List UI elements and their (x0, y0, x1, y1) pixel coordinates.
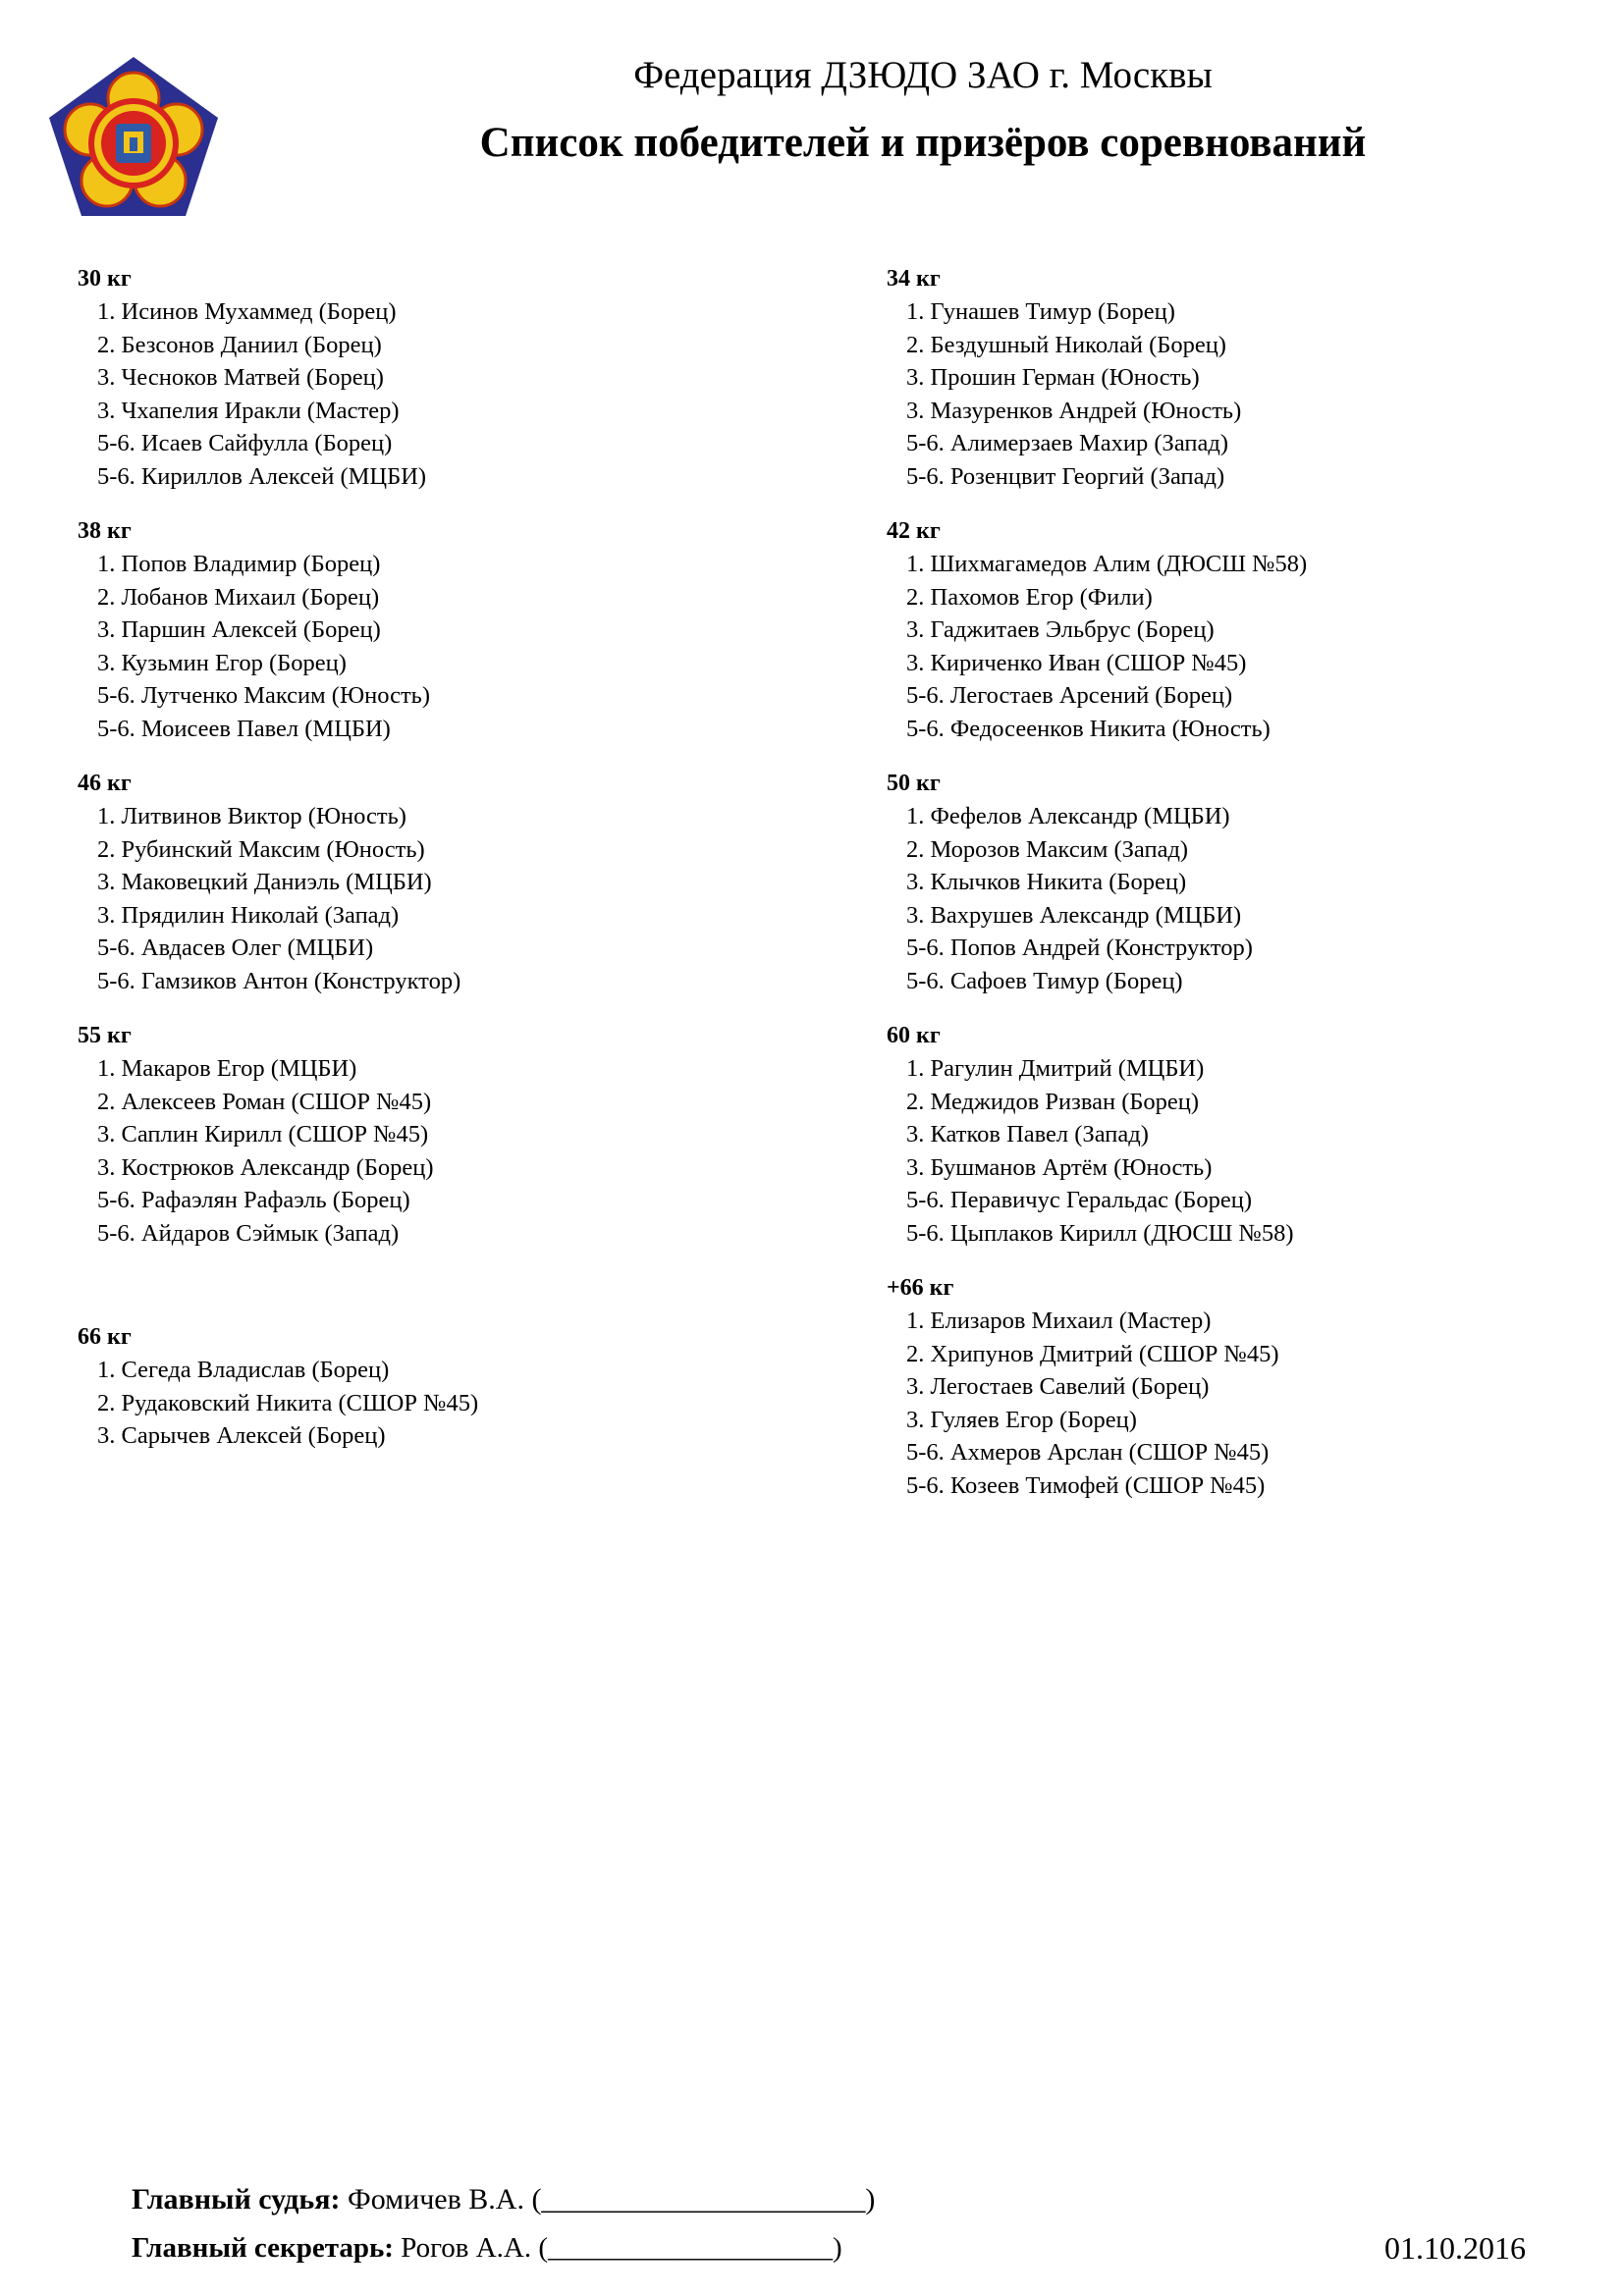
weight-category (887, 263, 1613, 493)
result-entry: 2. Рубинский Максим (Юность) (97, 835, 425, 863)
result-entry: 2. Бездушный Николай (Борец) (906, 331, 1226, 358)
result-entry: 5-6. Кириллов Алексей (МЦБИ) (97, 462, 427, 490)
result-entry: 3. Гаджитаев Эльбрус (Борец) (906, 616, 1215, 643)
result-entry: 5-6. Попов Андрей (Конструктор) (906, 934, 1253, 961)
chief-judge-line (132, 2183, 875, 2216)
result-entry: 1. Макаров Егор (МЦБИ) (97, 1055, 357, 1082)
result-entry: 3. Бушманов Артём (Юность) (906, 1153, 1213, 1181)
document-title: Список победителей и призёров соревнований (479, 120, 1367, 166)
weight-category-title: 66 кг (78, 1324, 132, 1350)
weight-category (887, 1272, 1613, 1502)
weight-category-title: 50 кг (887, 771, 941, 796)
weight-category-title: 30 кг (78, 266, 132, 292)
weight-category (887, 515, 1613, 745)
weight-category (78, 263, 804, 493)
result-entry: 2. Алексеев Роман (СШОР №45) (97, 1088, 432, 1115)
result-entry: 2. Рудаковский Никита (СШОР №45) (97, 1389, 479, 1416)
result-entry: 5-6. Гамзиков Антон (Конструктор) (97, 967, 461, 994)
result-entry: 5-6. Лутченко Максим (Юность) (97, 682, 431, 709)
weight-category (78, 515, 804, 745)
result-entry: 2. Пахомов Егор (Фили) (906, 583, 1153, 611)
result-entry: 5-6. Исаев Сайфулла (Борец) (97, 430, 393, 456)
result-entry: 1. Литвинов Виктор (Юность) (97, 803, 406, 829)
result-entry: 5-6. Федосеенков Никита (Юность) (906, 715, 1271, 742)
result-entry: 3. Мазуренков Андрей (Юность) (906, 397, 1242, 424)
weight-category-title: 42 кг (887, 518, 941, 544)
judo-federation-emblem-icon (45, 53, 222, 220)
result-entry: 3. Кузьмин Егор (Борец) (97, 649, 347, 676)
weight-category-title: 60 кг (887, 1023, 941, 1048)
result-entry: 1. Елизаров Михаил (Мастер) (906, 1308, 1212, 1334)
weight-category-title: 34 кг (887, 266, 941, 292)
result-entry: 3. Маковецкий Даниэль (МЦБИ) (97, 869, 432, 895)
result-entry: 3. Паршин Алексей (Борец) (97, 616, 381, 643)
result-entry: 1. Попов Владимир (Борец) (97, 551, 381, 577)
result-entry: 5-6. Моисеев Павел (МЦБИ) (97, 715, 391, 742)
weight-category (887, 1020, 1613, 1250)
result-entry: 5-6. Легостаев Арсений (Борец) (906, 682, 1233, 709)
result-entry: 5-6. Ахмеров Арслан (СШОР №45) (906, 1439, 1270, 1466)
result-entry: 1. Рагулин Дмитрий (МЦБИ) (906, 1055, 1205, 1082)
weight-category (887, 768, 1613, 997)
result-entry: 2. Безсонов Даниил (Борец) (97, 331, 382, 358)
chief-judge-label: Главный судья: (132, 2183, 341, 2216)
result-entry: 3. Катков Павел (Запад) (906, 1121, 1149, 1148)
result-entry: 3. Прядилин Николай (Запад) (97, 901, 400, 929)
result-entry: 1. Сегеда Владислав (Борец) (97, 1357, 390, 1383)
weight-category-title: 55 кг (78, 1023, 132, 1048)
result-entry: 3. Прошин Герман (Юность) (906, 364, 1200, 391)
result-entry: 1. Шихмагамедов Алим (ДЮСШ №58) (906, 551, 1308, 577)
result-entry: 5-6. Розенцвит Георгий (Запад) (906, 462, 1225, 490)
result-entry: 5-6. Рафаэлян Рафаэль (Борец) (97, 1187, 410, 1213)
result-entry: 3. Клычков Никита (Борец) (906, 869, 1187, 895)
result-entry: 2. Морозов Максим (Запад) (906, 835, 1189, 863)
results-column-right (887, 263, 1613, 1524)
result-entry: 3. Кострюков Александр (Борец) (97, 1153, 434, 1181)
result-entry: 5-6. Перавичус Геральдас (Борец) (906, 1187, 1252, 1213)
result-entry: 5-6. Цыплаков Кирилл (ДЮСШ №58) (906, 1219, 1294, 1247)
result-entry: 2. Лобанов Михаил (Борец) (97, 583, 380, 611)
result-entry: 2. Меджидов Ризван (Борец) (906, 1088, 1200, 1115)
result-entry: 1. Фефелов Александр (МЦБИ) (906, 803, 1230, 829)
result-entry: 1. Гунашев Тимур (Борец) (906, 298, 1175, 325)
chief-judge-value: Фомичев В.А. (______________________) (348, 2183, 876, 2216)
weight-category (78, 1020, 804, 1250)
chief-secretary-value: Рогов А.А. (____________________) (401, 2232, 842, 2264)
result-entry: 3. Вахрушев Александр (МЦБИ) (906, 901, 1242, 929)
document-date: 01.10.2016 (1384, 2230, 1526, 2266)
weight-category (78, 768, 804, 997)
result-entry: 3. Легостаев Савелий (Борец) (906, 1373, 1210, 1400)
result-entry: 5-6. Сафоев Тимур (Борец) (906, 967, 1183, 994)
chief-secretary-label: Главный секретарь: (132, 2232, 394, 2264)
result-entry: 1. Исинов Мухаммед (Борец) (97, 298, 397, 325)
result-entry: 3. Чесноков Матвей (Борец) (97, 364, 384, 391)
result-entry: 5-6. Авдасев Олег (МЦБИ) (97, 934, 374, 961)
result-entry: 5-6. Козеев Тимофей (СШОР №45) (906, 1471, 1266, 1499)
result-entry: 3. Кириченко Иван (СШОР №45) (906, 649, 1247, 676)
result-entry: 3. Сарычев Алексей (Борец) (97, 1422, 386, 1449)
weight-category-title: +66 кг (887, 1275, 954, 1301)
weight-category-title: 38 кг (78, 518, 132, 544)
weight-category (78, 1321, 804, 1453)
weight-category-title: 46 кг (78, 771, 132, 796)
results-column-left (78, 263, 804, 1475)
result-entry: 3. Гуляев Егор (Борец) (906, 1406, 1137, 1433)
spacer (78, 1272, 804, 1321)
result-entry: 3. Саплин Кирилл (СШОР №45) (97, 1121, 429, 1148)
result-entry: 5-6. Айдаров Сэймык (Запад) (97, 1219, 400, 1247)
result-entry: 5-6. Алимерзаев Махир (Запад) (906, 430, 1228, 456)
organization-title: Федерация ДЗЮДО ЗАО г. Москвы (633, 54, 1213, 96)
result-entry: 3. Чхапелия Иракли (Мастер) (97, 397, 400, 424)
result-entry: 2. Хрипунов Дмитрий (СШОР №45) (906, 1340, 1279, 1367)
chief-secretary-line (132, 2232, 842, 2265)
